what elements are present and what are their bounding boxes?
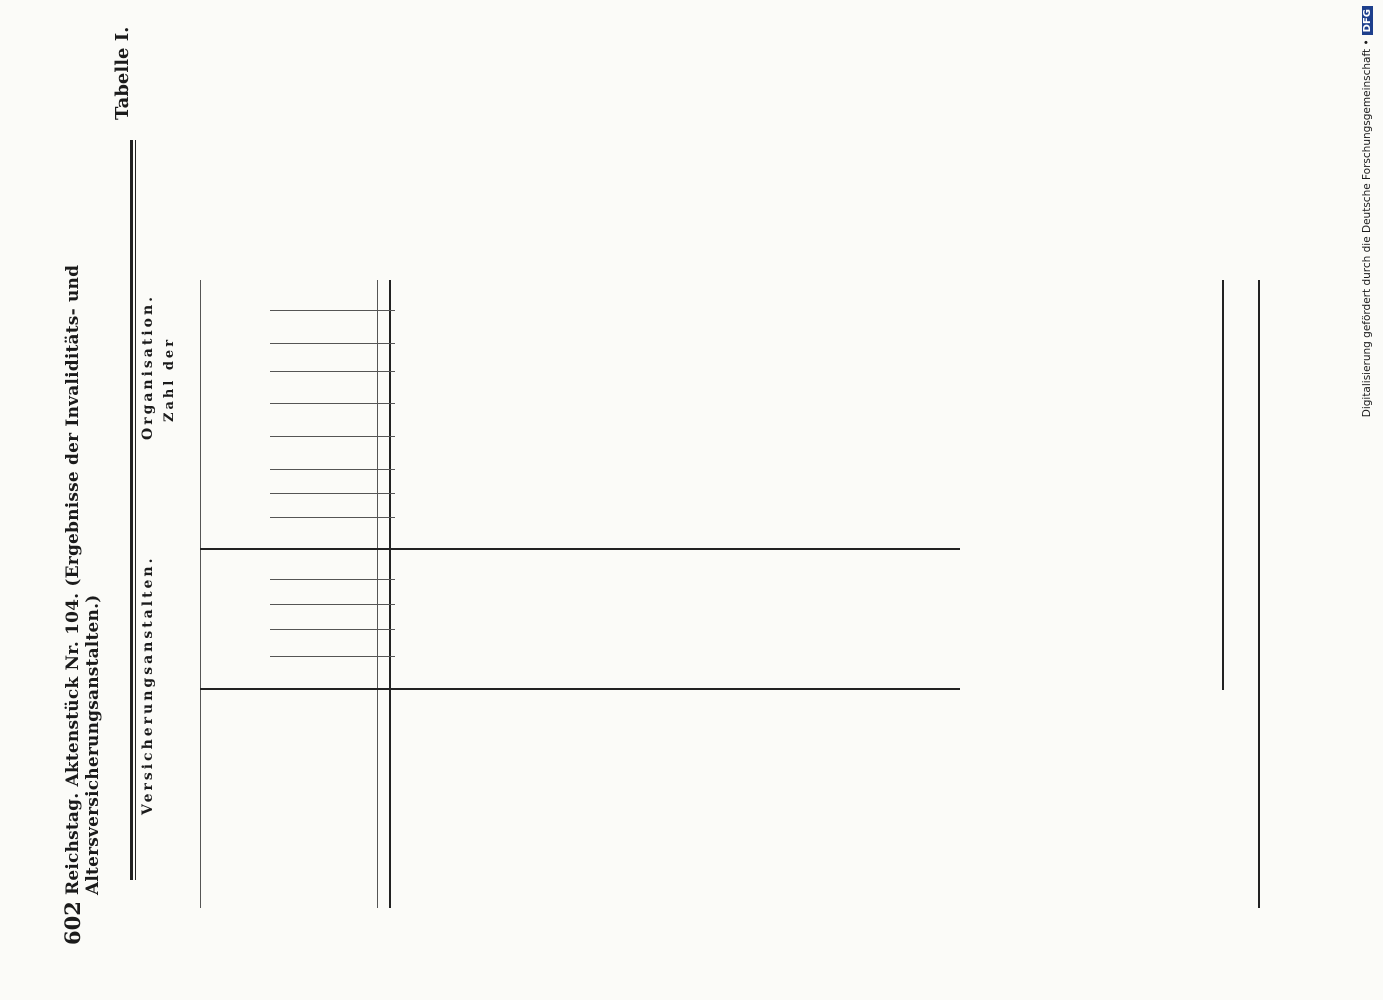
page-header-title: Reichstag. Aktenstück Nr. 104. (Ergebnisse der Invaliditäts- und Altersversicherungsanstalten.) <box>63 264 103 895</box>
section-left: Versicherungsanstalten. <box>140 555 156 815</box>
column-divider-14 <box>270 343 395 344</box>
dfg-credit <box>1361 6 1379 998</box>
dfg-logo: DFG <box>1362 6 1373 35</box>
header-rule-2 <box>135 140 136 880</box>
header-top-line <box>200 280 201 908</box>
page-number: 602 <box>60 901 85 945</box>
table-bottom-rule <box>1258 280 1260 908</box>
column-divider-15 <box>270 310 395 311</box>
column-divider-5 <box>270 604 395 605</box>
divider-organisation <box>200 548 960 550</box>
divider-left-block <box>200 688 960 690</box>
column-divider-11 <box>270 436 395 437</box>
column-divider-6 <box>270 579 395 580</box>
total-rule <box>1222 280 1224 690</box>
section-right: Organisation. <box>140 293 156 440</box>
column-number-line-top <box>377 280 378 908</box>
header-rule <box>130 140 133 880</box>
column-divider-4 <box>270 629 395 630</box>
column-divider-3 <box>270 656 395 657</box>
column-divider-10 <box>270 469 395 470</box>
dfg-credit-text: Digitalisierung gefördert durch die Deutsche Forschungsgemeinschaft • <box>1361 39 1373 418</box>
column-divider-12 <box>270 403 395 404</box>
table-label: Tabelle I. <box>112 26 133 120</box>
section-zahl: Zahl der <box>162 336 177 422</box>
column-divider-8 <box>270 517 395 518</box>
column-divider-9 <box>270 493 395 494</box>
column-divider-13 <box>270 371 395 372</box>
column-number-line-bottom <box>389 280 391 908</box>
